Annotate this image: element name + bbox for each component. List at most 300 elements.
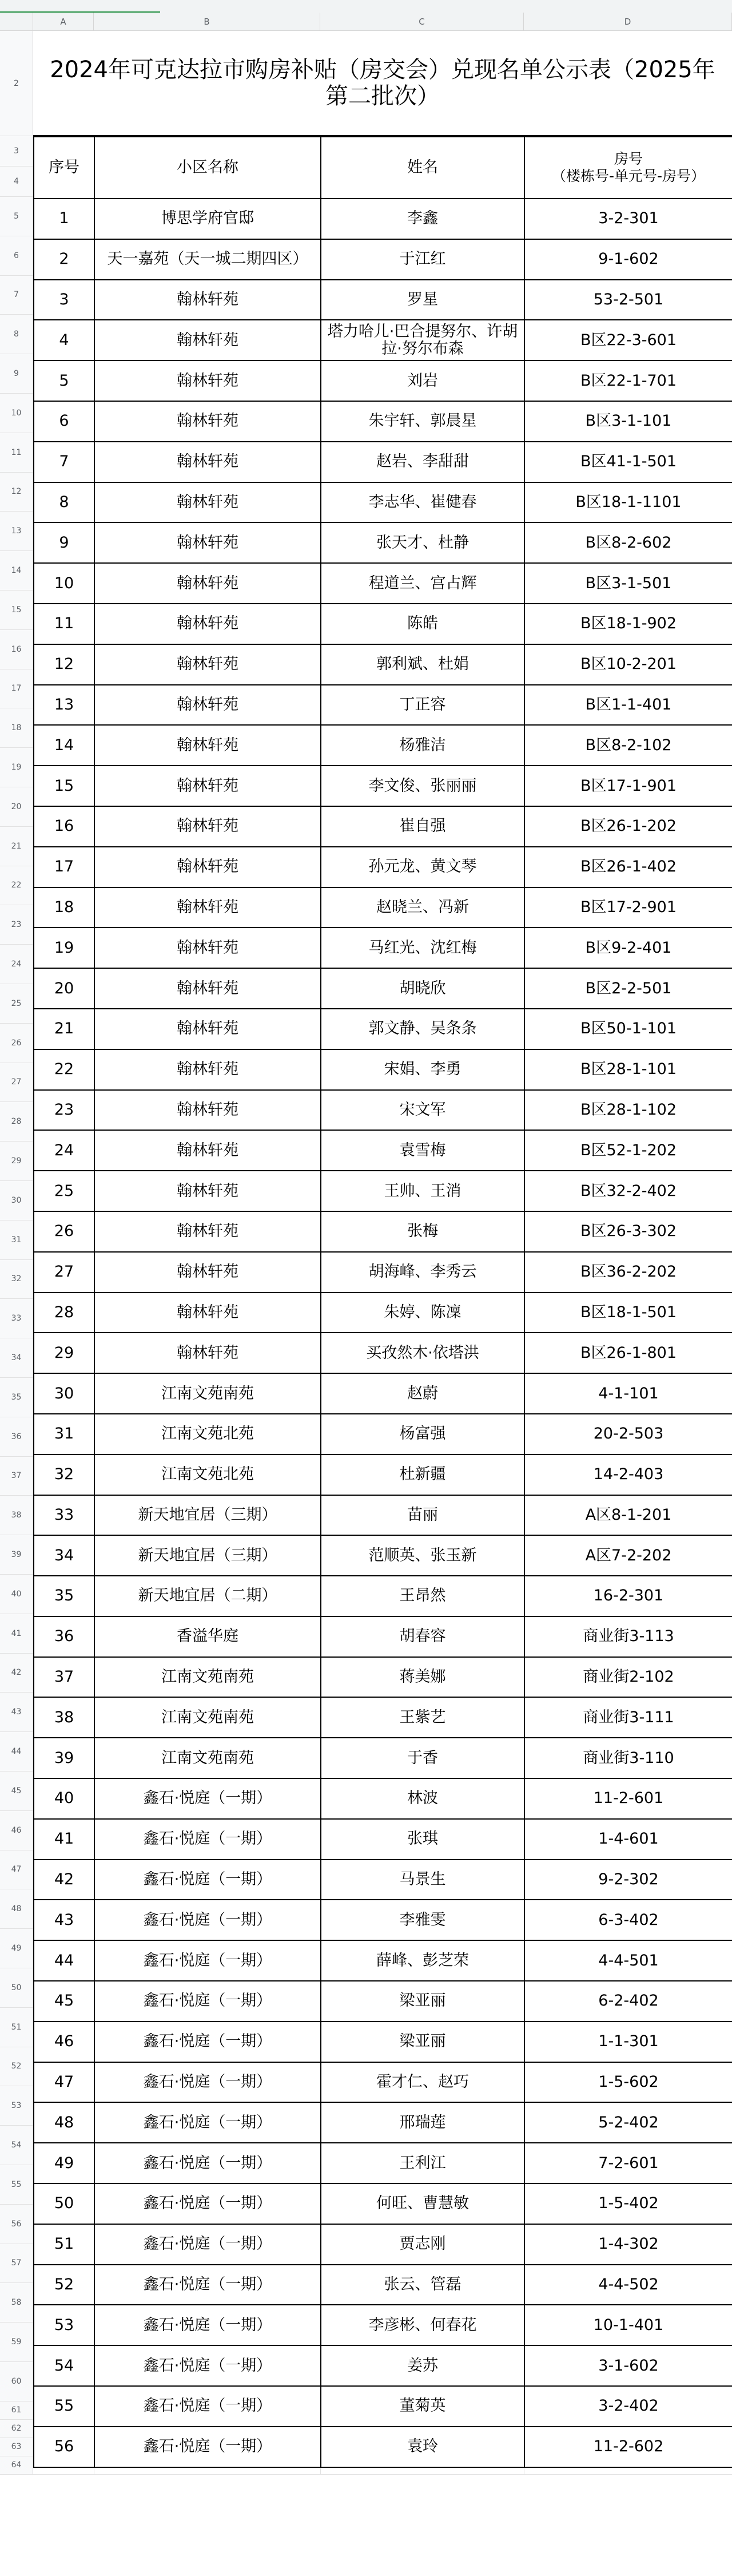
cell-community[interactable]: 翰林轩苑 <box>94 482 321 523</box>
cell-seq[interactable]: 35 <box>34 1576 94 1616</box>
cell-community[interactable]: 翰林轩苑 <box>94 401 321 442</box>
cell-name[interactable]: 马红光、沈红梅 <box>321 928 524 968</box>
cell-room[interactable]: B区28-1-101 <box>524 1049 732 1090</box>
row-number[interactable]: 36 <box>0 1417 33 1457</box>
cell-room[interactable]: B区17-2-901 <box>524 887 732 928</box>
cell-name[interactable]: 张琪 <box>321 1819 524 1860</box>
cell-seq[interactable]: 16 <box>34 806 94 847</box>
row-number[interactable]: 22 <box>0 866 33 906</box>
cell-room[interactable]: B区18-1-1101 <box>524 482 732 523</box>
cell-seq[interactable]: 39 <box>34 1738 94 1778</box>
row-number[interactable]: 59 <box>0 2323 33 2362</box>
cell-community[interactable]: 翰林轩苑 <box>94 1333 321 1373</box>
cell-community[interactable]: 翰林轩苑 <box>94 280 321 320</box>
row-number[interactable]: 26 <box>0 1024 33 1063</box>
cell-room[interactable]: 3-2-402 <box>524 2386 732 2427</box>
cell-name[interactable]: 苗丽 <box>321 1495 524 1536</box>
cell-room[interactable]: 1-4-302 <box>524 2224 732 2265</box>
cell-community[interactable]: 翰林轩苑 <box>94 928 321 968</box>
cell-name[interactable]: 胡春容 <box>321 1616 524 1657</box>
cell-room[interactable]: 商业街3-113 <box>524 1616 732 1657</box>
row-number[interactable]: 38 <box>0 1496 33 1535</box>
cell-room[interactable]: 11-2-601 <box>524 1778 732 1819</box>
cell-room[interactable]: B区26-1-202 <box>524 806 732 847</box>
cell-seq[interactable]: 8 <box>34 482 94 523</box>
cell-seq[interactable]: 17 <box>34 847 94 887</box>
cell-community[interactable]: 江南文苑南苑 <box>94 1697 321 1738</box>
cell-seq[interactable]: 32 <box>34 1455 94 1495</box>
column-header-c[interactable]: C <box>320 13 524 31</box>
cell-seq[interactable]: 37 <box>34 1657 94 1698</box>
cell-room[interactable]: 7-2-601 <box>524 2143 732 2183</box>
cell-name[interactable]: 宋娟、李勇 <box>321 1049 524 1090</box>
table-row <box>34 522 732 563</box>
cell-name[interactable]: 于江红 <box>321 239 524 280</box>
cell-room[interactable]: 商业街3-110 <box>524 1738 732 1778</box>
row-number[interactable]: 56 <box>0 2205 33 2244</box>
cell-community[interactable]: 翰林轩苑 <box>94 442 321 482</box>
row-number[interactable]: 44 <box>0 1732 33 1772</box>
column-header-b[interactable]: B <box>94 13 320 31</box>
row-number[interactable]: 45 <box>0 1772 33 1811</box>
cell-community[interactable]: 翰林轩苑 <box>94 725 321 766</box>
cell-community[interactable]: 翰林轩苑 <box>94 1090 321 1131</box>
row-number[interactable]: 32 <box>0 1260 33 1299</box>
row-number[interactable]: 35 <box>0 1378 33 1417</box>
row-number[interactable]: 16 <box>0 630 33 669</box>
row-number[interactable]: 40 <box>0 1575 33 1614</box>
cell-room[interactable]: B区17-1-901 <box>524 766 732 806</box>
cell-community[interactable]: 翰林轩苑 <box>94 1293 321 1333</box>
cell-seq[interactable]: 2 <box>34 239 94 280</box>
row-number[interactable]: 20 <box>0 787 33 827</box>
cell-community[interactable]: 香溢华庭 <box>94 1616 321 1657</box>
row-number[interactable]: 21 <box>0 827 33 866</box>
cell-room[interactable]: B区50-1-101 <box>524 1009 732 1049</box>
cell-seq[interactable]: 38 <box>34 1697 94 1738</box>
cell-seq[interactable]: 44 <box>34 1940 94 1981</box>
cell-name[interactable]: 赵蔚 <box>321 1373 524 1414</box>
cell-community[interactable]: 江南文苑北苑 <box>94 1455 321 1495</box>
row-number[interactable]: 23 <box>0 905 33 945</box>
cell-community[interactable]: 江南文苑北苑 <box>94 1414 321 1455</box>
cell-community[interactable]: 翰林轩苑 <box>94 360 321 401</box>
cell-seq[interactable]: 50 <box>34 2183 94 2224</box>
cell-name[interactable]: 丁正容 <box>321 685 524 726</box>
cell-seq[interactable]: 18 <box>34 887 94 928</box>
cell-seq[interactable]: 34 <box>34 1535 94 1576</box>
cell-name[interactable]: 王利江 <box>321 2143 524 2183</box>
cell-name[interactable]: 胡晓欣 <box>321 968 524 1009</box>
row-number[interactable]: 31 <box>0 1220 33 1260</box>
cell-room[interactable]: B区3-1-101 <box>524 401 732 442</box>
table-row <box>34 482 732 523</box>
row-number[interactable]: 39 <box>0 1535 33 1575</box>
cell-community[interactable]: 鑫石·悦庭（一期） <box>94 2386 321 2427</box>
row-number[interactable]: 46 <box>0 1811 33 1850</box>
row-number[interactable]: 30 <box>0 1181 33 1220</box>
row-number[interactable]: 6 <box>0 236 33 276</box>
cell-room[interactable]: B区8-2-102 <box>524 725 732 766</box>
cell-room[interactable]: 商业街2-102 <box>524 1657 732 1698</box>
cell-room[interactable]: B区10-2-201 <box>524 644 732 685</box>
cell-seq[interactable]: 26 <box>34 1211 94 1252</box>
cell-community[interactable]: 新天地宜居（二期） <box>94 1576 321 1616</box>
cell-room[interactable]: 4-4-501 <box>524 1940 732 1981</box>
cell-seq[interactable]: 49 <box>34 2143 94 2183</box>
cell-room[interactable]: 10-1-401 <box>524 2305 732 2345</box>
row-number[interactable]: 41 <box>0 1614 33 1654</box>
cell-seq[interactable]: 21 <box>34 1009 94 1049</box>
row-number[interactable]: 51 <box>0 2008 33 2047</box>
cell-room[interactable]: B区52-1-202 <box>524 1130 732 1171</box>
cell-name[interactable]: 杜新疆 <box>321 1455 524 1495</box>
cell-room[interactable]: B区18-1-501 <box>524 1293 732 1333</box>
row-number[interactable]: 18 <box>0 708 33 748</box>
cell-community[interactable]: 鑫石·悦庭（一期） <box>94 2102 321 2143</box>
cell-room[interactable]: 4-1-101 <box>524 1373 732 1414</box>
row-number[interactable]: 9 <box>0 354 33 394</box>
cell-name[interactable]: 孙元龙、黄文琴 <box>321 847 524 887</box>
cell-community[interactable]: 翰林轩苑 <box>94 604 321 644</box>
cell-room[interactable]: B区41-1-501 <box>524 442 732 482</box>
cell-room[interactable]: B区22-1-701 <box>524 360 732 401</box>
table-row <box>34 1130 732 1171</box>
column-header-d[interactable]: D <box>524 13 732 31</box>
cell-seq[interactable]: 10 <box>34 563 94 604</box>
row-number[interactable]: 47 <box>0 1850 33 1890</box>
cell-community[interactable]: 翰林轩苑 <box>94 320 321 360</box>
row-number[interactable]: 49 <box>0 1929 33 1968</box>
cell-name[interactable]: 程道兰、宫占辉 <box>321 563 524 604</box>
cell-room[interactable]: B区26-1-801 <box>524 1333 732 1373</box>
cell-seq[interactable]: 40 <box>34 1778 94 1819</box>
row-number[interactable]: 28 <box>0 1102 33 1142</box>
row-number[interactable]: 3 <box>0 136 33 167</box>
cell-name[interactable]: 朱宇轩、郭晨星 <box>321 401 524 442</box>
cell-name[interactable]: 朱婷、陈凜 <box>321 1293 524 1333</box>
cell-room[interactable]: 14-2-403 <box>524 1455 732 1495</box>
cell-seq[interactable]: 46 <box>34 2022 94 2062</box>
cell-seq[interactable]: 51 <box>34 2224 94 2265</box>
cell-name[interactable]: 刘岩 <box>321 360 524 401</box>
row-number[interactable]: 7 <box>0 276 33 315</box>
cell-community[interactable]: 翰林轩苑 <box>94 1252 321 1293</box>
row-number[interactable]: 61 <box>0 2401 33 2420</box>
cell-room[interactable]: B区2-2-501 <box>524 968 732 1009</box>
cell-seq[interactable]: 4 <box>34 320 94 360</box>
cell-community[interactable]: 翰林轩苑 <box>94 766 321 806</box>
row-number[interactable]: 14 <box>0 551 33 591</box>
cell-name[interactable]: 胡海峰、李秀云 <box>321 1252 524 1293</box>
row-number[interactable]: 43 <box>0 1693 33 1732</box>
cell-name[interactable]: 宋文军 <box>321 1090 524 1131</box>
cell-name[interactable]: 陈皓 <box>321 604 524 644</box>
cell-seq[interactable]: 14 <box>34 725 94 766</box>
row-number[interactable]: 42 <box>0 1654 33 1693</box>
row-number[interactable]: 29 <box>0 1142 33 1181</box>
cell-room[interactable]: B区9-2-401 <box>524 928 732 968</box>
row-number[interactable]: 2 <box>0 31 33 136</box>
table-row <box>34 2102 732 2143</box>
cell-community[interactable]: 鑫石·悦庭（一期） <box>94 2224 321 2265</box>
cell-seq[interactable]: 3 <box>34 280 94 320</box>
cell-room[interactable]: A区7-2-202 <box>524 1535 732 1576</box>
row-number[interactable]: 13 <box>0 512 33 551</box>
row-number[interactable]: 53 <box>0 2086 33 2126</box>
cell-room[interactable]: B区18-1-902 <box>524 604 732 644</box>
cell-seq[interactable]: 33 <box>34 1495 94 1536</box>
cell-community[interactable]: 鑫石·悦庭（一期） <box>94 2062 321 2103</box>
cell-seq[interactable]: 56 <box>34 2427 94 2467</box>
cell-name[interactable]: 李文俊、张丽丽 <box>321 766 524 806</box>
cell-room[interactable]: B区36-2-202 <box>524 1252 732 1293</box>
cell-seq[interactable]: 6 <box>34 401 94 442</box>
cell-room[interactable]: B区8-2-602 <box>524 522 732 563</box>
cell-name[interactable]: 张云、管磊 <box>321 2265 524 2305</box>
cell-seq[interactable]: 48 <box>34 2102 94 2143</box>
row-number[interactable]: 11 <box>0 433 33 473</box>
cell-name[interactable]: 张梅 <box>321 1211 524 1252</box>
cell-name[interactable]: 赵晓兰、冯新 <box>321 887 524 928</box>
cell-seq[interactable]: 29 <box>34 1333 94 1373</box>
cell-name[interactable]: 李雅雯 <box>321 1900 524 1940</box>
cell-community[interactable]: 博思学府官邸 <box>94 199 321 239</box>
table-row <box>34 968 732 1009</box>
cell-community[interactable]: 鑫石·悦庭（一期） <box>94 2265 321 2305</box>
cell-room[interactable]: 3-2-301 <box>524 199 732 239</box>
cell-name[interactable]: 王紫艺 <box>321 1697 524 1738</box>
cell-name[interactable]: 林波 <box>321 1778 524 1819</box>
cell-room[interactable]: 1-5-602 <box>524 2062 732 2103</box>
cell-seq[interactable]: 52 <box>34 2265 94 2305</box>
row-number[interactable]: 19 <box>0 748 33 787</box>
cell-seq[interactable]: 5 <box>34 360 94 401</box>
row-number[interactable]: 24 <box>0 945 33 984</box>
cell-room[interactable]: 16-2-301 <box>524 1576 732 1616</box>
cell-room[interactable]: B区3-1-501 <box>524 563 732 604</box>
cell-room[interactable]: 1-4-601 <box>524 1819 732 1860</box>
cell-community[interactable]: 鑫石·悦庭（一期） <box>94 1778 321 1819</box>
cell-seq[interactable]: 7 <box>34 442 94 482</box>
cell-community[interactable]: 翰林轩苑 <box>94 1211 321 1252</box>
cell-seq[interactable]: 19 <box>34 928 94 968</box>
cell-seq[interactable]: 23 <box>34 1090 94 1131</box>
cell-community[interactable]: 鑫石·悦庭（一期） <box>94 2427 321 2467</box>
row-number[interactable]: 37 <box>0 1457 33 1496</box>
cell-seq[interactable]: 53 <box>34 2305 94 2345</box>
cell-name[interactable]: 邢瑞莲 <box>321 2102 524 2143</box>
row-number[interactable]: 50 <box>0 1968 33 2008</box>
cell-seq[interactable]: 55 <box>34 2386 94 2427</box>
column-header-a[interactable]: A <box>33 13 94 31</box>
cell-community[interactable]: 翰林轩苑 <box>94 968 321 1009</box>
cell-community[interactable]: 翰林轩苑 <box>94 563 321 604</box>
row-number[interactable]: 17 <box>0 669 33 709</box>
row-number[interactable]: 12 <box>0 473 33 512</box>
cell-name[interactable]: 王昂然 <box>321 1576 524 1616</box>
cell-seq[interactable]: 45 <box>34 1981 94 2022</box>
cell-seq[interactable]: 31 <box>34 1414 94 1455</box>
cell-seq[interactable]: 43 <box>34 1900 94 1940</box>
row-number[interactable]: 33 <box>0 1299 33 1338</box>
table-row <box>34 1495 732 1536</box>
cell-seq[interactable]: 12 <box>34 644 94 685</box>
cell-room[interactable]: 3-1-602 <box>524 2345 732 2386</box>
cell-community[interactable]: 鑫石·悦庭（一期） <box>94 2345 321 2386</box>
row-number[interactable]: 58 <box>0 2283 33 2323</box>
row-number[interactable]: 8 <box>0 315 33 354</box>
cell-name[interactable]: 李志华、崔健春 <box>321 482 524 523</box>
row-number[interactable]: 15 <box>0 591 33 630</box>
cell-community[interactable]: 翰林轩苑 <box>94 1009 321 1049</box>
cell-room[interactable]: B区26-1-402 <box>524 847 732 887</box>
cell-community[interactable]: 鑫石·悦庭（一期） <box>94 2022 321 2062</box>
cell-room[interactable]: 20-2-503 <box>524 1414 732 1455</box>
cell-community[interactable]: 翰林轩苑 <box>94 1049 321 1090</box>
cell-name[interactable]: 罗星 <box>321 280 524 320</box>
cell-community[interactable]: 鑫石·悦庭（一期） <box>94 2143 321 2183</box>
row-number[interactable]: 25 <box>0 984 33 1024</box>
cell-seq[interactable]: 54 <box>34 2345 94 2386</box>
cell-seq[interactable]: 28 <box>34 1293 94 1333</box>
cell-name[interactable]: 崔自强 <box>321 806 524 847</box>
row-number[interactable]: 63 <box>0 2438 33 2456</box>
cell-room[interactable]: 6-2-402 <box>524 1981 732 2022</box>
cell-name[interactable]: 李鑫 <box>321 199 524 239</box>
header-name: 姓名 <box>321 137 524 199</box>
cell-room[interactable]: A区8-1-201 <box>524 1495 732 1536</box>
cell-room[interactable]: 11-2-602 <box>524 2427 732 2467</box>
cell-community[interactable]: 鑫石·悦庭（一期） <box>94 2183 321 2224</box>
cell-name[interactable]: 范顺英、张玉新 <box>321 1535 524 1576</box>
cell-seq[interactable]: 30 <box>34 1373 94 1414</box>
cell-community[interactable]: 翰林轩苑 <box>94 644 321 685</box>
cell-seq[interactable]: 9 <box>34 522 94 563</box>
cell-room[interactable]: 商业街3-111 <box>524 1697 732 1738</box>
cell-community[interactable]: 翰林轩苑 <box>94 1171 321 1211</box>
cell-name[interactable]: 买孜然木·依塔洪 <box>321 1333 524 1373</box>
cell-seq[interactable]: 15 <box>34 766 94 806</box>
cell-seq[interactable]: 13 <box>34 685 94 726</box>
cell-name[interactable]: 贾志刚 <box>321 2224 524 2265</box>
row-number[interactable]: 64 <box>0 2456 33 2475</box>
cell-name[interactable]: 袁玲 <box>321 2427 524 2467</box>
cell-community[interactable]: 江南文苑南苑 <box>94 1657 321 1698</box>
cell-room[interactable]: B区1-1-401 <box>524 685 732 726</box>
cell-community[interactable]: 江南文苑南苑 <box>94 1373 321 1414</box>
cell-community[interactable]: 新天地宜居（三期） <box>94 1495 321 1536</box>
cell-room[interactable]: B区28-1-102 <box>524 1090 732 1131</box>
cell-community[interactable]: 翰林轩苑 <box>94 522 321 563</box>
cell-community[interactable]: 翰林轩苑 <box>94 847 321 887</box>
row-number[interactable]: 4 <box>0 167 33 197</box>
cell-room[interactable]: 9-1-602 <box>524 239 732 280</box>
cell-seq[interactable]: 1 <box>34 199 94 239</box>
cell-room[interactable]: B区32-2-402 <box>524 1171 732 1211</box>
cell-seq[interactable]: 27 <box>34 1252 94 1293</box>
cell-name[interactable]: 霍才仁、赵巧 <box>321 2062 524 2103</box>
cell-community[interactable]: 翰林轩苑 <box>94 806 321 847</box>
cell-community[interactable]: 鑫石·悦庭（一期） <box>94 1860 321 1900</box>
cell-room[interactable]: 4-4-502 <box>524 2265 732 2305</box>
cell-seq[interactable]: 36 <box>34 1616 94 1657</box>
cell-community[interactable]: 鑫石·悦庭（一期） <box>94 1819 321 1860</box>
cell-name[interactable]: 赵岩、李甜甜 <box>321 442 524 482</box>
cell-room[interactable]: 6-3-402 <box>524 1900 732 1940</box>
row-number[interactable]: 54 <box>0 2126 33 2165</box>
cell-name[interactable]: 姜苏 <box>321 2345 524 2386</box>
cell-community[interactable]: 翰林轩苑 <box>94 685 321 726</box>
cell-seq[interactable]: 47 <box>34 2062 94 2103</box>
cell-seq[interactable]: 24 <box>34 1130 94 1171</box>
cell-name[interactable]: 杨富强 <box>321 1414 524 1455</box>
cell-community[interactable]: 翰林轩苑 <box>94 887 321 928</box>
cell-name[interactable]: 梁亚丽 <box>321 1981 524 2022</box>
cell-community[interactable]: 翰林轩苑 <box>94 1130 321 1171</box>
cell-room[interactable]: 5-2-402 <box>524 2102 732 2143</box>
cell-seq[interactable]: 41 <box>34 1819 94 1860</box>
cell-name[interactable]: 董菊英 <box>321 2386 524 2427</box>
cell-name[interactable]: 郭文静、吴条条 <box>321 1009 524 1049</box>
row-number[interactable]: 57 <box>0 2244 33 2284</box>
cell-community[interactable]: 天一嘉苑（天一城二期四区） <box>94 239 321 280</box>
cell-name[interactable]: 于香 <box>321 1738 524 1778</box>
cell-name[interactable]: 马景生 <box>321 1860 524 1900</box>
cell-seq[interactable]: 25 <box>34 1171 94 1211</box>
row-number[interactable]: 55 <box>0 2165 33 2205</box>
cell-room[interactable]: 1-5-402 <box>524 2183 732 2224</box>
cell-name[interactable]: 塔力哈儿·巴合提努尔、许胡拉·努尔布森 <box>321 320 524 360</box>
select-all-corner[interactable] <box>0 13 33 31</box>
row-number[interactable]: 52 <box>0 2047 33 2087</box>
cell-community[interactable]: 新天地宜居（三期） <box>94 1535 321 1576</box>
row-number[interactable]: 60 <box>0 2362 33 2401</box>
cell-seq[interactable]: 22 <box>34 1049 94 1090</box>
cell-community[interactable]: 鑫石·悦庭（一期） <box>94 1940 321 1981</box>
cell-name[interactable]: 何旺、曹慧敏 <box>321 2183 524 2224</box>
row-number[interactable]: 10 <box>0 394 33 433</box>
row-number[interactable]: 34 <box>0 1338 33 1378</box>
cell-community[interactable]: 鑫石·悦庭（一期） <box>94 1900 321 1940</box>
cell-name[interactable]: 王帅、王消 <box>321 1171 524 1211</box>
row-number[interactable]: 5 <box>0 197 33 236</box>
cell-room[interactable]: B区22-3-601 <box>524 320 732 360</box>
cell-room[interactable]: 1-1-301 <box>524 2022 732 2062</box>
cell-community[interactable]: 江南文苑南苑 <box>94 1738 321 1778</box>
row-number[interactable]: 48 <box>0 1889 33 1929</box>
cell-name[interactable]: 郭利斌、杜娟 <box>321 644 524 685</box>
cell-name[interactable]: 袁雪梅 <box>321 1130 524 1171</box>
cell-name[interactable]: 薛峰、彭芝荣 <box>321 1940 524 1981</box>
cell-room[interactable]: 9-2-302 <box>524 1860 732 1900</box>
cell-name[interactable]: 李彦彬、何春花 <box>321 2305 524 2345</box>
cell-name[interactable]: 杨雅洁 <box>321 725 524 766</box>
cell-community[interactable]: 鑫石·悦庭（一期） <box>94 2305 321 2345</box>
row-number[interactable]: 27 <box>0 1063 33 1103</box>
cell-seq[interactable]: 42 <box>34 1860 94 1900</box>
cell-seq[interactable]: 20 <box>34 968 94 1009</box>
cell-community[interactable]: 鑫石·悦庭（一期） <box>94 1981 321 2022</box>
cell-seq[interactable]: 11 <box>34 604 94 644</box>
cell-room[interactable]: 53-2-501 <box>524 280 732 320</box>
table-row <box>34 2183 732 2224</box>
cell-name[interactable]: 张天才、杜静 <box>321 522 524 563</box>
cell-name[interactable]: 梁亚丽 <box>321 2022 524 2062</box>
cell-room[interactable]: B区26-3-302 <box>524 1211 732 1252</box>
row-number[interactable]: 62 <box>0 2420 33 2438</box>
cell-name[interactable]: 蒋美娜 <box>321 1657 524 1698</box>
